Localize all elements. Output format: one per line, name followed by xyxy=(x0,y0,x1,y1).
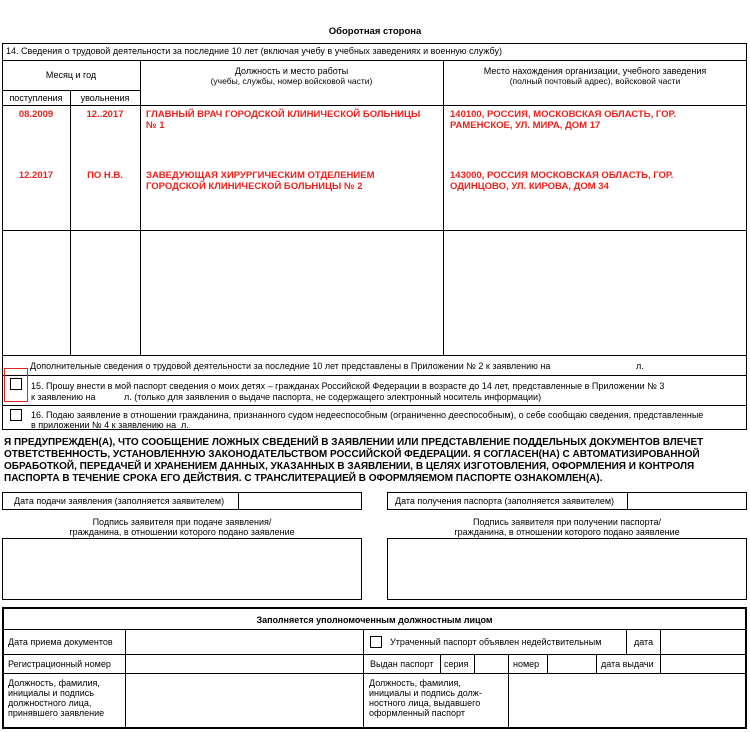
additional-info: Дополнительные сведения о трудовой деятельности за последние 10 лет представлены в Приложении № 2 к заявлению на xyxy=(30,361,551,371)
left-official-sig-l4: принявшего заявление xyxy=(8,708,105,718)
row2-start: 12.2017 xyxy=(18,170,54,181)
row1-position-cont: № 1 xyxy=(146,120,165,131)
right-official-sig-l3: ностного лица, выдавшего xyxy=(369,698,481,708)
col-end: увольнения xyxy=(80,93,130,103)
children-checkbox[interactable] xyxy=(10,378,22,390)
official-title: Заполняется уполномоченным должностным лицом xyxy=(256,615,493,625)
receive-date-label: Дата получения паспорта (заполняется заявителем) xyxy=(395,496,615,506)
applicant-signature-submit[interactable] xyxy=(2,538,362,600)
lost-passport-label: Утраченный паспорт объявлен недействительным xyxy=(390,637,602,647)
lost-date-label: дата xyxy=(634,637,654,647)
row2-address: 143000, РОССИЯ МОСКОВСКАЯ ОБЛАСТЬ, ГОР. xyxy=(450,170,674,181)
submit-date-label: Дата подачи заявления (заполняется заявителем) xyxy=(14,496,225,506)
row1-start: 08.2009 xyxy=(18,109,54,120)
passport-issued-label: Выдан паспорт xyxy=(370,659,434,669)
guardian-checkbox[interactable] xyxy=(10,409,22,421)
warning-line2: ОТВЕТСТВЕННОСТЬ, УСТАНОВЛЕННУЮ ЗАКОНОДАТЕЛЬСТВОМ РОССИЙСКОЙ ФЕДЕРАЦИИ. Я СОГЛАСЕН(НА) С АВТОМАТИЗИРОВАННОЙ xyxy=(4,449,700,460)
doc-accept-date-label: Дата приема документов xyxy=(8,637,113,647)
item16-line2a: в приложении № 4 к заявлению на xyxy=(31,420,177,430)
row1-address-cont: РАМЕНСКОЕ, УЛ. МИРА, ДОМ 17 xyxy=(450,120,601,131)
right-official-sig-l2: инициалы и подпись долж- xyxy=(369,688,482,698)
reg-number-label: Регистрационный номер xyxy=(8,659,111,669)
right-official-sig-l4: оформленный паспорт xyxy=(369,708,465,718)
lost-passport-checkbox[interactable] xyxy=(370,636,382,648)
warning-line1: Я ПРЕДУПРЕЖДЕН(А), ЧТО СООБЩЕНИЕ ЛОЖНЫХ СВЕДЕНИЙ В ЗАЯВЛЕНИИ ИЛИ ПРЕДСТАВЛЕНИЕ ПОДДЕЛЬНЫХ ДОКУМЕНТОВ ВЛЕЧЕТ xyxy=(4,437,704,448)
row2-position-cont: ГОРОДСКОЙ КЛИНИЧЕСКОЙ БОЛЬНИЦЫ № 2 xyxy=(146,181,363,192)
item15-line1: 15. Прошу внести в мой паспорт сведения о моих детях – гражданах Российской Федерации в возрасте до 14 лет, представленные в Приложении № 3 xyxy=(31,381,665,391)
row2-position: ЗАВЕДУЮЩАЯ ХИРУРГИЧЕСКИМ ОТДЕЛЕНИЕМ xyxy=(146,170,375,181)
item16-line2b: л. xyxy=(181,420,189,430)
left-official-sig-l2: инициалы и подпись xyxy=(8,688,94,698)
col-position-sub: (учебы, службы, номер войсковой части) xyxy=(210,76,373,86)
row1-address: 140100, РОССИЯ, МОСКОВСКАЯ ОБЛАСТЬ, ГОР. xyxy=(450,109,677,120)
col-address: Место нахождения организации, учебного заведения xyxy=(483,66,707,76)
item15-line2b: л. (только для заявления о выдаче паспорта, не содержащего электронный носитель информации) xyxy=(124,392,542,402)
col-position: Должность и место работы xyxy=(234,66,349,76)
series-label: серия xyxy=(444,659,469,669)
right-signature-label1: Подпись заявителя при получении паспорта/ xyxy=(473,517,661,527)
number-label: номер xyxy=(513,659,540,669)
col-address-sub: (полный почтовый адрес), войсковой части xyxy=(509,76,681,86)
row2-end: ПО Н.В. xyxy=(87,170,123,181)
right-signature-label2: гражданина, в отношении которого подано заявление xyxy=(454,527,680,537)
row1-position: ГЛАВНЫЙ ВРАЧ ГОРОДСКОЙ КЛИНИЧЕСКОЙ БОЛЬНИЦЫ xyxy=(146,109,421,120)
left-official-sig-l3: должностного лица, xyxy=(8,698,92,708)
applicant-signature-receive[interactable] xyxy=(387,538,747,600)
item16-line1: 16. Подаю заявление в отношении гражданина, признанного судом недееспособным (ограниченно дееспособным), о себе сообщаю сведения, представленные xyxy=(31,410,704,420)
left-signature-label2: гражданина, в отношении которого подано заявление xyxy=(69,527,295,537)
section14-title: 14. Сведения о трудовой деятельности за последние 10 лет (включая учебу в учебных заведениях и военную службу) xyxy=(6,46,502,56)
additional-info-suffix: л. xyxy=(636,361,644,371)
warning-line4: ПАСПОРТА В ТЕЧЕНИЕ СРОКА ЕГО ДЕЙСТВИЯ. С ТРАНСЛИТЕРАЦИЕЙ В ОФОРМЛЯЕМОМ ПАСПОРТЕ ОЗНАКОМЛЕН(А). xyxy=(4,473,603,484)
left-signature-label1: Подпись заявителя при подаче заявления/ xyxy=(92,517,272,527)
left-official-sig-l1: Должность, фамилия, xyxy=(8,678,100,688)
col-start: поступления xyxy=(9,93,63,103)
right-official-sig-l1: Должность, фамилия, xyxy=(369,678,461,688)
item15-line2a: к заявлению на xyxy=(31,392,96,402)
row2-address-cont: ОДИНЦОВО, УЛ. КИРОВА, ДОМ 34 xyxy=(450,181,609,192)
issue-date-label: дата выдачи xyxy=(601,659,654,669)
warning-line3: ОБРАБОТКОЙ, ПЕРЕДАЧЕЙ И ХРАНЕНИЕМ ДАННЫХ, УКАЗАННЫХ В ЗАЯВЛЕНИИ, В ЦЕЛЯХ ИЗГОТОВЛЕНИЯ, ОФОРМЛЕНИЯ И КОНТРОЛЯ xyxy=(4,461,695,472)
row1-end: 12..2017 xyxy=(86,109,124,120)
col-month-year: Месяц и год xyxy=(45,70,97,80)
page-title: Оборотная сторона xyxy=(328,26,422,37)
